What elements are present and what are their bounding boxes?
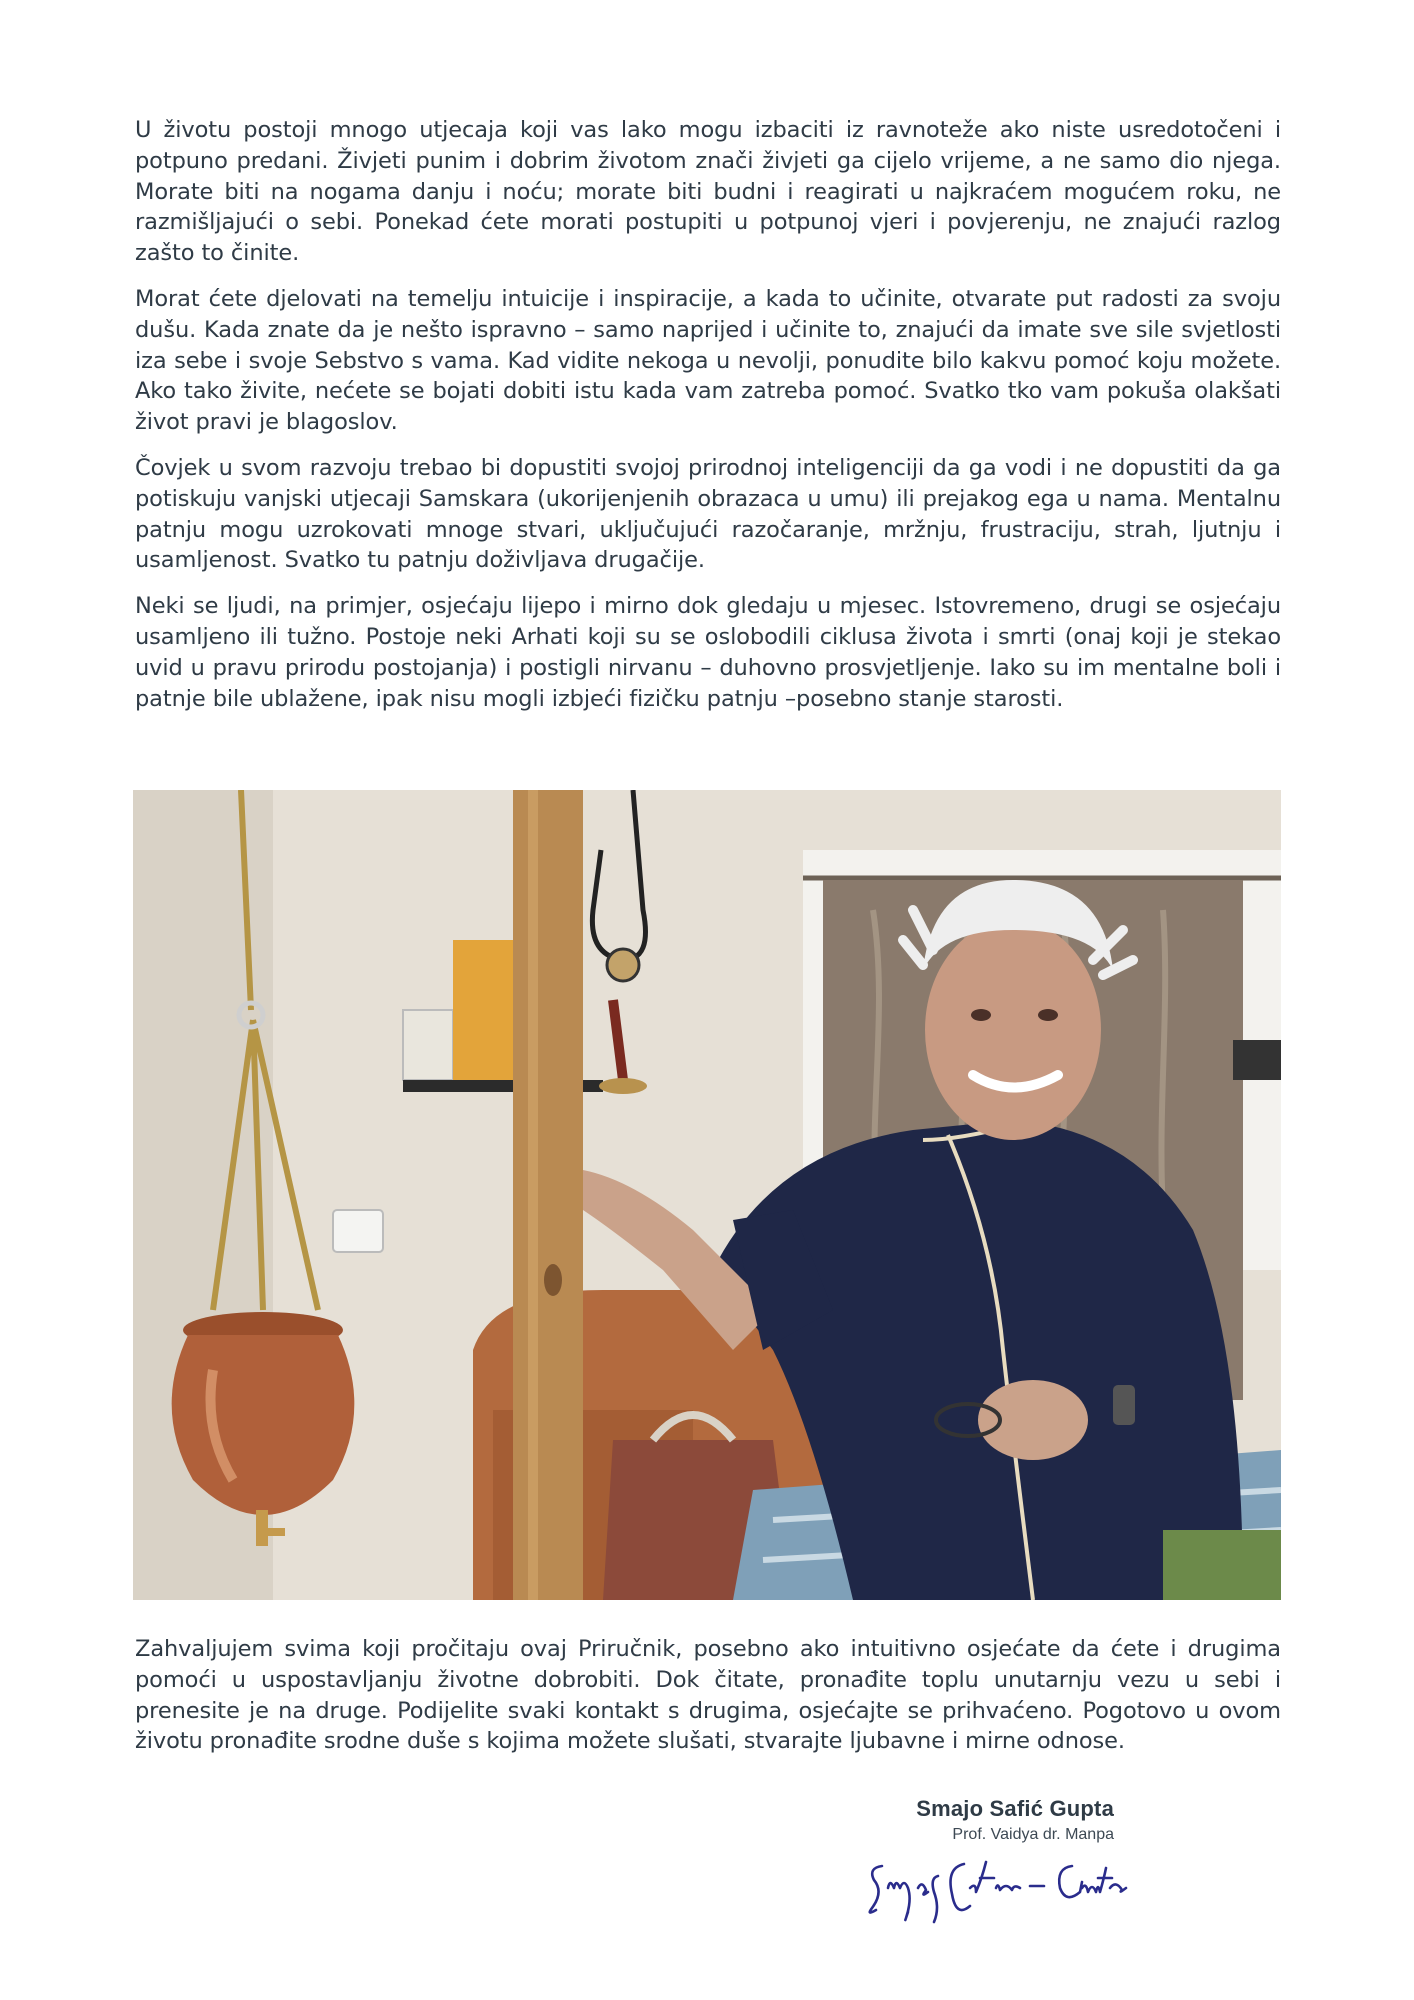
author-block — [916, 1796, 1114, 1844]
intro-text — [135, 115, 1281, 729]
author-title: Prof. Vaidya dr. Manpa — [952, 1826, 1114, 1843]
paragraph-1: U životu postoji mnogo utjecaja koji vas lako mogu izbaciti iz ravnoteže ako niste usredotočeni i potpuno predani. Živjeti punim i dobrim životom znači živjeti ga cijelo vrijeme, a ne samo dio njega. Morate biti na nogama danju i noću; morate biti budni i reagirati u najkraćem mogućem roku, ne razmišljajući o sebi. Ponekad ćete morati postupiti u potpunoj vjeri i povjerenju, ne znajući razlog zašto to činite. — [135, 117, 1281, 267]
paragraph-3: Čovjek u svom razvoju trebao bi dopustiti svojoj prirodnoj inteligenciji da ga vodi i ne dopustiti da ga potiskuju vanjski utjecaji Samskara (ukorijenjenih obrazaca u umu) ili prejakog ega u nama. Mentalnu patnju mogu uzrokovati mnoge stvari, uključujući razočaranje, mržnju, frustraciju, strah, ljutnju i usamljenost. Svatko tu patnju doživljava drugačije. — [135, 454, 1281, 574]
paragraph-2: Morat ćete djelovati na temelju intuicije i inspiracije, a kada to učinite, otvarate put radosti za svoju dušu. Kada znate da je nešto ispravno – samo naprijed i učinite to, znajući da imate sve sile svjetlosti iza sebe i svoje Sebstvo s vama. Kad vidite nekoga u nevolji, ponudite bilo kakvu pomoć koju možete. Ako tako živite, nećete se bojati dobiti istu kada vam zatreba pomoć. Svatko tko vam pokuša olakšati život pravi je blagoslov. — [135, 285, 1281, 436]
author-name: Smajo Safić Gupta — [916, 1796, 1114, 1821]
paragraph-4: Neki se ljudi, na primjer, osjećaju lijepo i mirno dok gledaju u mjesec. Istovremeno, drugi se osjećaju usamljeno ili tužno. Postoje neki Arhati koji su se oslobodili ciklusa života i smrti (onaj koji je stekao uvid u pravu prirodu postojanja) i postigli nirvanu – duhovno prosvjetljenje. Iako su im mentalne boli i patnje bile ublažene, ipak nisu mogli izbjeći fizičku patnju –posebno stanje starosti. — [135, 593, 1281, 712]
photo-illustration — [133, 790, 1281, 1600]
paragraph-5: Zahvaljujem svima koji pročitaju ovaj Priručnik, posebno ako intuitivno osjećate da ćete i drugima pomoći u uspostavljanju životne dobrobiti. Dok čitate, pronađite toplu unutarnju vezu u sebi i prenesite je na druge. Podijelite svaki kontakt s drugima, osjećajte se prihvaćeno. Pogotovo u ovom životu pronađite srodne duše s kojima možete slušati, stvarajte ljubavne i mirne odnose. — [135, 1636, 1281, 1755]
signature-icon — [860, 1848, 1130, 1928]
closing-text — [135, 1634, 1281, 1772]
author-photo — [133, 790, 1281, 1600]
